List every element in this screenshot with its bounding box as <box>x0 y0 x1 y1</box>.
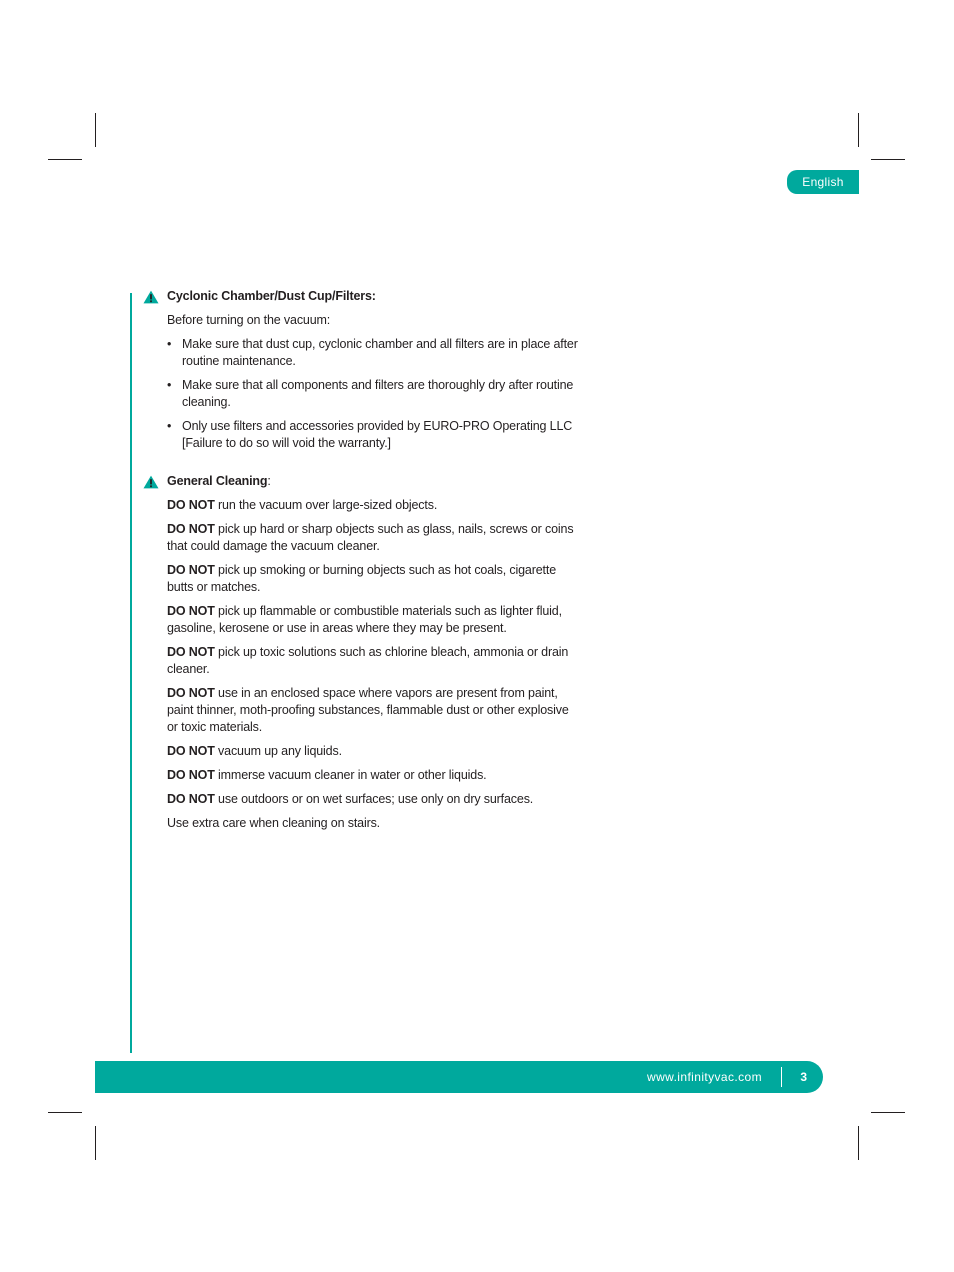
footer-bar <box>95 1061 823 1093</box>
crop-mark <box>48 1112 82 1113</box>
section-intro: Before turning on the vacuum: <box>167 313 331 327</box>
rule-item: DO NOT pick up hard or sharp objects such as glass, nails, screws or coins that could damage the vacuum cleaner. <box>167 522 574 553</box>
rule-item: DO NOT immerse vacuum cleaner in water or other liquids. <box>167 768 487 782</box>
list-item: • Make sure that dust cup, cyclonic chamber and all filters are in place after routine maintenance. <box>167 336 582 370</box>
language-tab: English <box>787 170 859 194</box>
page-content <box>167 288 582 839</box>
side-rule <box>130 293 132 1053</box>
rule-item: DO NOT run the vacuum over large-sized objects. <box>167 498 438 512</box>
crop-mark <box>95 113 96 147</box>
crop-mark <box>871 1112 905 1113</box>
warning-triangle-icon <box>143 290 159 304</box>
rule-item: DO NOT pick up flammable or combustible materials such as lighter fluid, gasoline, kerosene or use in areas where they may be present. <box>167 604 562 635</box>
crop-mark <box>48 159 82 160</box>
footer-divider <box>781 1067 782 1087</box>
warning-triangle-icon <box>143 475 159 489</box>
closing-note: Use extra care when cleaning on stairs. <box>167 816 381 830</box>
rule-item: DO NOT use in an enclosed space where vapors are present from paint, paint thinner, moth-proofing substances, flammable dust or other explosive or toxic materials. <box>167 686 569 734</box>
crop-mark <box>858 113 859 147</box>
list-item: • Only use filters and accessories provided by EURO-PRO Operating LLC [Failure to do so will void the warranty.] <box>167 418 582 452</box>
rule-item: DO NOT vacuum up any liquids. <box>167 744 342 758</box>
section-heading: General Cleaning: <box>167 474 271 488</box>
rule-item: DO NOT pick up smoking or burning objects such as hot coals, cigarette butts or matches. <box>167 563 556 594</box>
crop-mark <box>871 159 905 160</box>
crop-mark <box>858 1126 859 1160</box>
bullet-list <box>167 336 582 452</box>
section-heading: Cyclonic Chamber/Dust Cup/Filters: <box>167 289 376 303</box>
rule-item: DO NOT pick up toxic solutions such as chlorine bleach, ammonia or drain cleaner. <box>167 645 569 676</box>
page-number: 3 <box>800 1070 807 1084</box>
rule-item: DO NOT use outdoors or on wet surfaces; use only on dry surfaces. <box>167 792 534 806</box>
footer-url-link[interactable]: www.infinityvac.com <box>647 1070 762 1084</box>
section-general-cleaning <box>167 473 582 832</box>
section-cyclonic-chamber <box>167 288 582 452</box>
list-item: • Make sure that all components and filters are thoroughly dry after routine cleaning. <box>167 377 582 411</box>
crop-mark <box>95 1126 96 1160</box>
